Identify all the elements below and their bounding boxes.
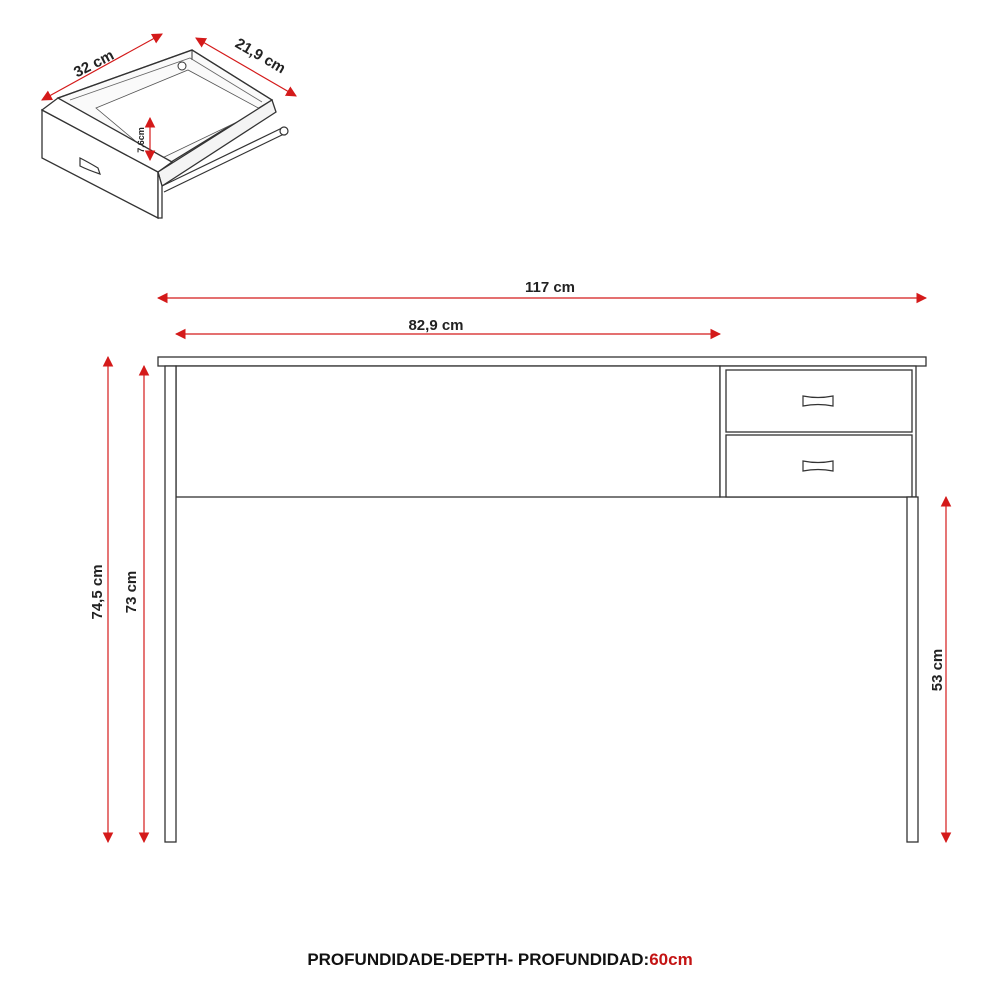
leg-height-label: 73 cm — [123, 570, 140, 614]
desk-elevation — [158, 357, 926, 842]
drawer-handle-bottom-icon — [803, 461, 833, 471]
total-width-dimension — [158, 279, 926, 298]
total-width-label: 117 cm — [524, 279, 576, 296]
drawer-width-label: 32 cm — [71, 46, 117, 82]
clearance-height-dimension — [929, 497, 946, 842]
drawer-handle-top-icon — [803, 396, 833, 406]
opening-width-label: 82,9 cm — [408, 317, 464, 334]
desk-top — [158, 357, 926, 366]
drawer-height-label: 7,6cm — [136, 127, 146, 153]
depth-caption-value: 60cm — [649, 950, 693, 969]
desk-right-leg — [907, 497, 918, 842]
clearance-height-label: 53 cm — [929, 648, 946, 692]
total-height-label: 74,5 cm — [89, 564, 106, 620]
total-height-dimension — [89, 357, 108, 842]
desk-left-leg — [165, 366, 176, 842]
depth-caption-label: PROFUNDIDADE-DEPTH- PROFUNDIDAD: — [307, 950, 650, 969]
drawer-depth-label: 21,9 cm — [232, 34, 289, 78]
depth-caption — [0, 950, 1000, 970]
desk-apron — [176, 366, 720, 497]
opening-width-dimension — [176, 317, 720, 334]
leg-height-dimension — [123, 366, 144, 842]
